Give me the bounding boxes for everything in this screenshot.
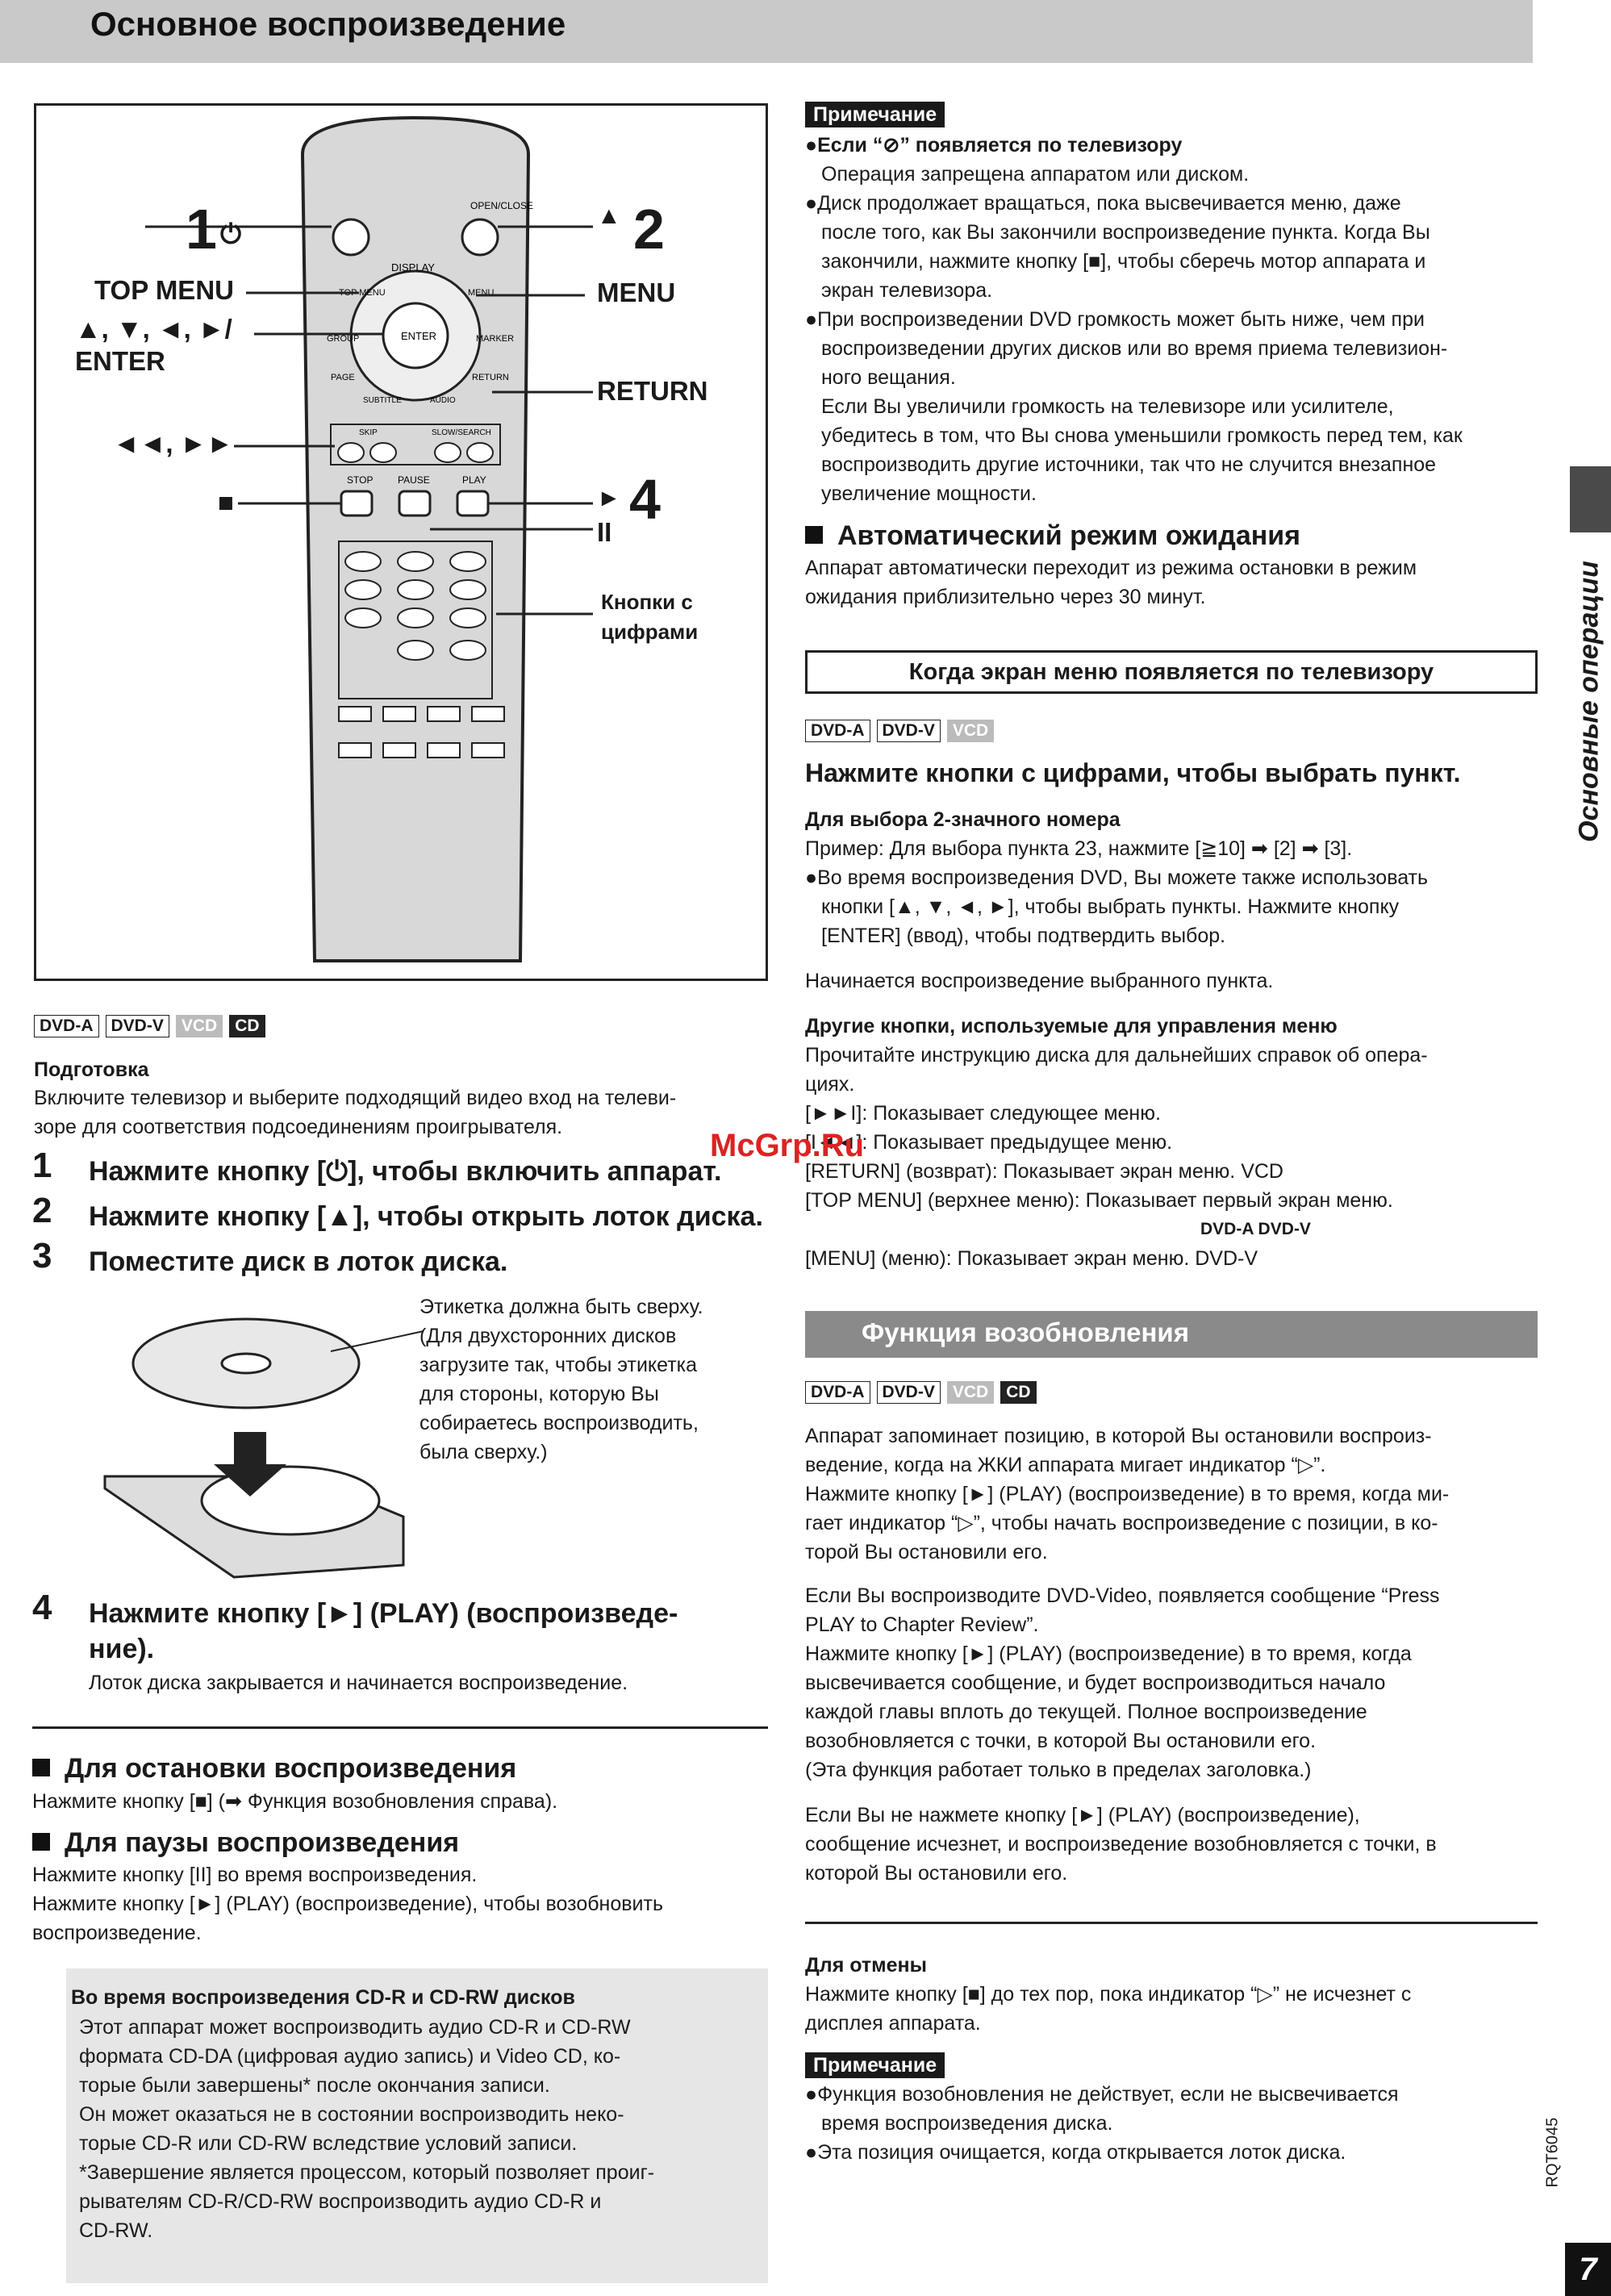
- note-line: воспроизводить другие источники, так что не случится внезапное: [821, 453, 1437, 476]
- two-digit-title: Для выбора 2-значного номера: [805, 808, 1121, 831]
- prep-text-1: Включите телевизор и выберите подходящий видео вход на телеви-: [34, 1087, 677, 1109]
- menu-label: MENU: [468, 288, 495, 298]
- resume-line: гает индикатор “▷”, чтобы начать воспроизведение с позиции, в ко-: [805, 1512, 1438, 1534]
- note-line: экран телевизора.: [821, 279, 993, 302]
- note-line: увеличение мощности.: [821, 482, 1037, 505]
- slow-label: SLOW/SEARCH: [432, 428, 491, 437]
- auto-lines: [805, 553, 1417, 612]
- square-bullet-icon: [32, 1759, 50, 1776]
- label-number-buttons-2: цифрами: [601, 620, 699, 644]
- other-line: [RETURN] (возврат): Показывает экран меню. VCD: [805, 1160, 1283, 1183]
- step-number: 2: [32, 1191, 52, 1230]
- disc-note-line: собираетесь воспроизводить,: [419, 1412, 699, 1434]
- step-4: [32, 1588, 52, 1628]
- pause-text-3: воспроизведение.: [32, 1922, 202, 1944]
- disc-note-line: (Для двухсторонних дисков: [419, 1325, 677, 1347]
- resume-line: Аппарат запоминает позицию, в которой Вы остановили воспроиз-: [805, 1425, 1432, 1447]
- other-line: [TOP MENU] (верхнее меню): Показывает первый экран меню.: [805, 1189, 1393, 1212]
- tag-cd: CD: [1000, 1381, 1036, 1404]
- cancel-line: Нажмите кнопку [■] до тех пор, пока индикатор “▷” не исчезнет с: [805, 1983, 1412, 2006]
- note2-lines: [805, 2080, 1531, 2167]
- other-line: [I◄◄]: Показывает предыдущее меню.: [805, 1131, 1173, 1154]
- label-4: 4: [629, 468, 661, 531]
- cdr-line: формата CD-DA (цифровая аудио запись) и Video CD, ко-: [79, 2045, 621, 2068]
- step-3-text: Поместите диск в лоток диска.: [89, 1246, 508, 1277]
- prep-title: Подготовка: [34, 1058, 149, 1081]
- other-line: DVD-A DVD-V: [1200, 1220, 1311, 1238]
- resume-line: Если Вы не нажмете кнопку [►] (PLAY) (воспроизведение),: [805, 1804, 1360, 1826]
- note-line: Если Вы увеличили громкость на телевизоре или усилителе,: [821, 395, 1394, 418]
- page-header: [0, 0, 1533, 63]
- disc-tray-illustration: [89, 1303, 444, 1589]
- menu-tags: [805, 720, 1000, 742]
- note2-label-text: Примечание: [805, 2052, 945, 2078]
- pause-label: PAUSE: [398, 474, 430, 486]
- resume-line: Нажмите кнопку [►] (PLAY) (воспроизведение) в то время, когда: [805, 1643, 1412, 1665]
- two-digit-lines: [805, 834, 1539, 950]
- label-pause: II: [597, 517, 612, 547]
- cdr-line: *Завершение является процессом, который позволяет проиг-: [79, 2161, 655, 2184]
- note-line: убедитесь в том, что Вы снова уменьшили громкость перед тем, как: [821, 424, 1463, 447]
- other-line: [►►I]: Показывает следующее меню.: [805, 1102, 1161, 1125]
- square-bullet-icon: [805, 526, 823, 544]
- subtitle-label: SUBTITLE: [363, 396, 402, 405]
- disc-note: [419, 1292, 703, 1467]
- step-2-text: Нажмите кнопку [▲], чтобы открыть лоток диска.: [89, 1201, 763, 1232]
- side-section-text: Основные операции: [1573, 561, 1605, 842]
- disc-note-line: была сверху.): [419, 1441, 548, 1463]
- auto-standby-heading: [805, 518, 1300, 553]
- marker-label: MARKER: [476, 334, 515, 344]
- page-number: 7: [1565, 2243, 1611, 2296]
- menu-box: Когда экран меню появляется по телевизору: [805, 650, 1538, 694]
- pause-text-2: Нажмите кнопку [►] (PLAY) (воспроизведение), чтобы возобновить: [32, 1893, 663, 1915]
- resume-line: PLAY to Chapter Review”.: [805, 1613, 1039, 1636]
- top-menu-label: TOP MENU: [339, 288, 386, 298]
- square-bullet-icon: [32, 1833, 50, 1851]
- play-icon: ►: [597, 485, 621, 511]
- stop-text: Нажмите кнопку [■] (➡ Функция возобновления справа).: [32, 1790, 558, 1813]
- pause-title: Для паузы воспроизведения: [65, 1827, 460, 1858]
- other-title: Другие кнопки, используемые для управления меню: [805, 1015, 1338, 1037]
- return-label: RETURN: [472, 373, 509, 382]
- step-4-text-1: Нажмите кнопку [►] (PLAY) (воспроизведе-: [89, 1598, 678, 1629]
- other-line: Прочитайте инструкцию диска для дальнейших справок об опера-: [805, 1044, 1428, 1067]
- side-section-label: [1569, 557, 1611, 855]
- note-line: Операция запрещена аппаратом или диском.: [821, 163, 1250, 186]
- other-line: [MENU] (меню): Показывает экран меню. DVD-V: [805, 1247, 1258, 1270]
- label-return: RETURN: [597, 376, 708, 406]
- cdr-line: Он может оказаться не в состоянии воспроизводить неко-: [79, 2103, 624, 2126]
- note-label: [805, 102, 945, 127]
- pause-text-1: Нажмите кнопку [II] во время воспроизведения.: [32, 1864, 478, 1886]
- resume-lines-2: [805, 1581, 1539, 1785]
- step-number: 3: [32, 1236, 52, 1275]
- cancel-lines: [805, 1980, 1411, 2038]
- step-4-text-2: ние).: [89, 1634, 155, 1664]
- resume-line: торой Вы остановили его.: [805, 1541, 1048, 1563]
- tag-dvd-a: DVD-A: [805, 720, 870, 742]
- step-1-text: Нажмите кнопку [⏻], чтобы включить аппарат.: [89, 1156, 722, 1187]
- step-4-sub: Лоток диска закрывается и начинается воспроизведение.: [89, 1672, 628, 1694]
- disc-tags-left: [34, 1015, 272, 1037]
- skip-label: SKIP: [359, 428, 378, 437]
- open-close-label: OPEN/CLOSE: [470, 200, 534, 211]
- tag-vcd: VCD: [947, 720, 994, 742]
- resume-line: каждой главы вплоть до текущей. Полное воспроизведение: [805, 1701, 1367, 1723]
- auto-line: Аппарат автоматически переходит из режима остановки в режим: [805, 557, 1417, 579]
- note2-line: ●Эта позиция очищается, когда открывается лоток диска.: [805, 2141, 1346, 2164]
- auto-line: ожидания приблизительно через 30 минут.: [805, 586, 1206, 608]
- note-label-text: Примечание: [805, 102, 945, 127]
- page-title: Основное воспроизведение: [90, 5, 566, 43]
- audio-label: AUDIO: [430, 396, 456, 405]
- enter-label: ENTER: [401, 330, 437, 342]
- cdr-line: Этот аппарат может воспроизводить аудио CD-R и CD-RW: [79, 2016, 631, 2039]
- disc-note-line: для стороны, которую Вы: [419, 1383, 659, 1405]
- note2-label: [805, 2052, 945, 2078]
- disc-note-line: загрузите так, чтобы этикетка: [419, 1354, 698, 1376]
- display-label: DISPLAY: [391, 261, 435, 273]
- stop-heading: [32, 1751, 516, 1786]
- begins-text: Начинается воспроизведение выбранного пункта.: [805, 970, 1274, 992]
- pause-heading: [32, 1825, 459, 1860]
- other-line: циях.: [805, 1073, 855, 1096]
- tag-dvd-a: DVD-A: [34, 1015, 99, 1037]
- note-line: воспроизведении других дисков или во время приема телевизион-: [821, 337, 1448, 360]
- note-line: ●При воспроизведении DVD громкость может быть ниже, чем при: [805, 308, 1425, 331]
- resume-line: высвечивается сообщение, и будет воспроизводиться начало: [805, 1672, 1386, 1694]
- tag-dvd-v: DVD-V: [877, 720, 941, 742]
- resume-lines-3: [805, 1801, 1539, 1888]
- resume-line: Если Вы воспроизводите DVD-Video, появляется сообщение “Press: [805, 1584, 1440, 1607]
- step-3: [32, 1236, 52, 1276]
- play-label: PLAY: [462, 474, 486, 486]
- two-digit-line: Пример: Для выбора пункта 23, нажмите [≧10] ➡ [2] ➡ [3].: [805, 837, 1353, 860]
- resume-title: Функция возобновления: [862, 1317, 1189, 1347]
- note-line: после того, как Вы закончили воспроизведение пункта. Когда Вы: [821, 221, 1430, 244]
- resume-line: Нажмите кнопку [►] (PLAY) (воспроизведение) в то время, когда ми-: [805, 1483, 1450, 1505]
- divider: [32, 1726, 768, 1729]
- remote-illustration: [34, 103, 768, 981]
- cdr-line: CD-RW.: [79, 2219, 153, 2242]
- note-line: закончили, нажмите кнопку [■], чтобы сберечь мотор аппарата и: [821, 250, 1426, 273]
- two-digit-line: кнопки [▲, ▼, ◄, ►], чтобы выбрать пункты. Нажмите кнопку: [821, 895, 1400, 918]
- two-digit-line: ●Во время воспроизведения DVD, Вы можете также использовать: [805, 866, 1429, 889]
- resume-line: (Эта функция работает только в пределах заголовка.): [805, 1759, 1312, 1781]
- note2-line: ●Функция возобновления не действует, если не высвечивается: [805, 2083, 1399, 2106]
- stop-title: Для остановки воспроизведения: [65, 1753, 517, 1784]
- label-1: 1: [186, 198, 217, 261]
- tag-vcd: VCD: [176, 1015, 223, 1037]
- watermark: McGrp.Ru: [710, 1128, 865, 1163]
- label-top-menu: TOP MENU: [94, 275, 234, 305]
- group-label: GROUP: [327, 334, 360, 344]
- resume-lines-1: [805, 1421, 1539, 1567]
- step-number: 1: [32, 1146, 52, 1185]
- note-line: ●Диск продолжает вращаться, пока высвечивается меню, даже: [805, 192, 1401, 215]
- label-stop: ■: [218, 487, 234, 517]
- divider: [805, 1922, 1538, 1924]
- cdr-line: торые CD-R или CD-RW вследствие условий записи.: [79, 2132, 578, 2155]
- two-digit-line: [ENTER] (ввод), чтобы подтвердить выбор.: [821, 925, 1226, 947]
- label-menu: MENU: [597, 278, 676, 307]
- resume-line: возобновляется с точки, в которой Вы остановили его.: [805, 1730, 1317, 1752]
- model-code-text: RQT6045: [1543, 2117, 1562, 2188]
- page-label: PAGE: [331, 373, 355, 382]
- cancel-line: дисплея аппарата.: [805, 2012, 981, 2035]
- prep-text-2: зоре для соответствия подсоединениям проигрывателя.: [34, 1116, 563, 1138]
- note2-line: время воспроизведения диска.: [821, 2112, 1113, 2135]
- tag-cd: CD: [229, 1015, 265, 1037]
- resume-line: сообщение исчезнет, и воспроизведение возобновляется с точки, в: [805, 1833, 1437, 1856]
- label-enter: ENTER: [75, 346, 165, 376]
- label-arrows: ▲, ▼, ◄, ►/: [75, 314, 232, 344]
- label-skip: ◄◄, ►►: [113, 428, 233, 458]
- cdr-note-box: [66, 1968, 768, 2283]
- note-block: [805, 131, 1539, 508]
- step-2: [32, 1191, 52, 1231]
- other-lines: [805, 1041, 1539, 1273]
- cdr-line: торые были завершены* после окончания записи.: [79, 2074, 550, 2097]
- side-tab-marker: [1570, 466, 1611, 532]
- cdr-title: Во время воспроизведения CD-R и CD-RW дисков: [71, 1986, 575, 2009]
- note-line: ●Если “⊘” появляется по телевизору: [805, 134, 1183, 157]
- disc-note-line: Этикетка должна быть сверху.: [419, 1296, 703, 1318]
- cdr-lines: [79, 2013, 765, 2245]
- tag-dvd-v: DVD-V: [877, 1381, 941, 1404]
- auto-title: Автоматический режим ожидания: [837, 520, 1300, 551]
- power-icon: ⏻: [220, 219, 242, 248]
- eject-icon: ▲: [597, 202, 621, 229]
- model-code: [1537, 2098, 1569, 2186]
- step-1: [32, 1146, 52, 1186]
- cdr-line: рывателям CD-R/CD-RW воспроизводить аудио CD-R и: [79, 2190, 602, 2213]
- label-number-buttons-1: Кнопки с: [601, 590, 693, 614]
- tag-dvd-v: DVD-V: [106, 1015, 169, 1037]
- tag-vcd: VCD: [947, 1381, 994, 1404]
- resume-line: ведение, когда на ЖКИ аппарата мигает индикатор “▷”.: [805, 1454, 1326, 1476]
- tag-dvd-a: DVD-A: [805, 1381, 870, 1404]
- note-line: ного вещания.: [821, 366, 956, 389]
- step-number: 4: [32, 1588, 52, 1627]
- stop-label: STOP: [347, 474, 374, 486]
- label-2: 2: [633, 198, 665, 261]
- cancel-title: Для отмены: [805, 1954, 927, 1977]
- resume-tags: [805, 1381, 1043, 1404]
- resume-heading-bar: [805, 1311, 1538, 1358]
- menu-heading: Нажмите кнопки с цифрами, чтобы выбрать пункт.: [805, 758, 1461, 787]
- resume-line: которой Вы остановили его.: [805, 1862, 1068, 1885]
